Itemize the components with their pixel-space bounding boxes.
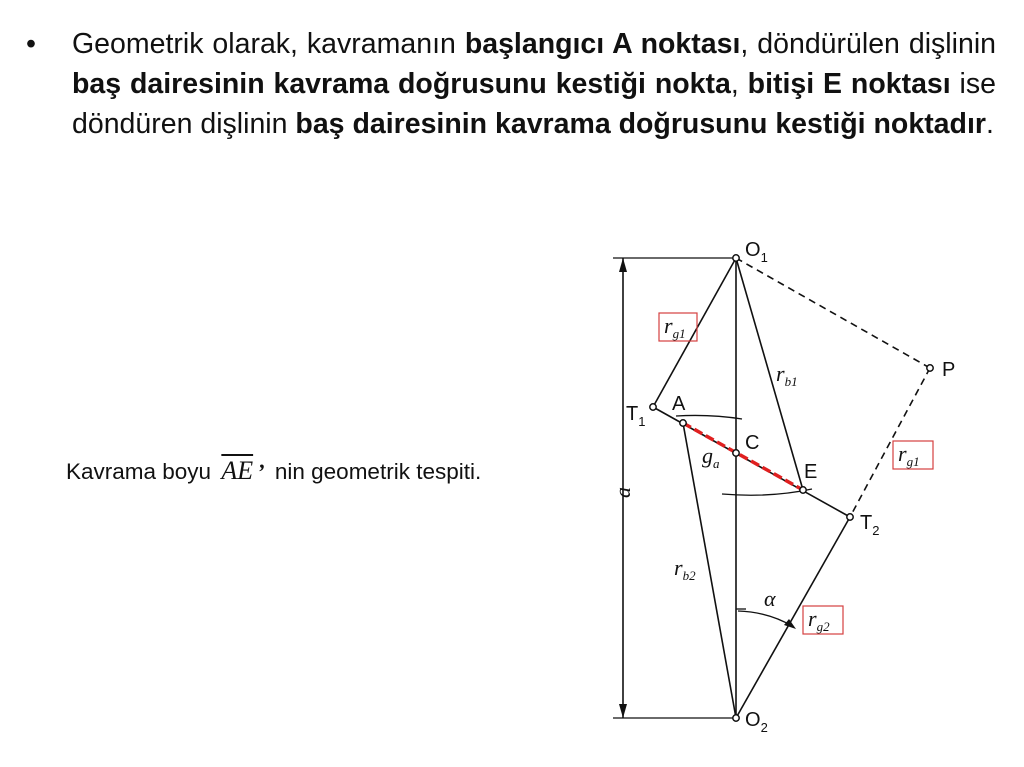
caption-text-before: Kavrama boyu (66, 459, 212, 484)
label-rb2: $r_{b2}$ (674, 555, 696, 583)
svg-text:rg1: $r_{g1}$ (898, 441, 920, 469)
label-c: C (745, 432, 760, 454)
label-t2: $T_2$ (860, 512, 880, 538)
point-t1 (650, 404, 656, 410)
bullet-dot: • (26, 28, 36, 60)
point-e (800, 487, 806, 493)
label-alpha: α (764, 586, 776, 611)
dashed-p-t2 (850, 368, 930, 517)
svg-text:rg1: $r_{g1}$ (664, 313, 686, 341)
text-run-bold: başlangıcı A noktası (464, 28, 741, 60)
text-run-bold: baş dairesinin kavrama doğrusunu kestiği noktadır (295, 108, 986, 140)
point-p (927, 365, 933, 371)
caption-text-after: nin geometrik tespiti. (274, 459, 482, 484)
alpha-arrow (784, 619, 796, 629)
label-rg1-right (893, 441, 933, 469)
text-run: , döndürülen dişlinin (740, 28, 997, 60)
caption-apostrophe: ’ (257, 459, 265, 484)
label-t1: $T_1$ (626, 403, 646, 429)
label-a: A (672, 393, 686, 415)
label-o2: $O_2$ (745, 709, 768, 735)
label-rb1: $r_{b1}$ (776, 361, 798, 389)
dashed-o1-p (736, 258, 930, 368)
point-o1 (733, 255, 739, 261)
dimension-arrow-bottom (619, 704, 627, 718)
text-run: , (730, 68, 748, 100)
point-a (680, 420, 686, 426)
point-c (733, 450, 739, 456)
text-run: Geometrik olarak, kavramanın (72, 28, 465, 60)
text-run: . (985, 108, 994, 140)
line-t2-o2 (736, 517, 850, 718)
label-dimension-a: a (610, 487, 635, 498)
label-p: P (942, 359, 956, 381)
text-run-bold: baş dairesinin kavrama doğrusunu kestiği nokta (72, 68, 731, 100)
point-o2 (733, 715, 739, 721)
svg-text:rg2: $r_{g2}$ (808, 606, 830, 634)
label-ga: $g_a$ (702, 443, 720, 471)
label-e: E (804, 461, 818, 483)
text-run: ise döndüren dişlinin (72, 68, 996, 140)
text-run-bold: bitişi E noktası (747, 68, 951, 100)
alpha-arc (738, 611, 792, 626)
caption-symbol-ae: $\overline{AE}$ (221, 456, 254, 485)
label-o1: $O_1$ (745, 239, 768, 265)
dimension-arrow-top (619, 258, 627, 272)
tip-arc-upper (676, 415, 742, 419)
point-t2 (847, 514, 853, 520)
label-rg2 (803, 606, 843, 634)
